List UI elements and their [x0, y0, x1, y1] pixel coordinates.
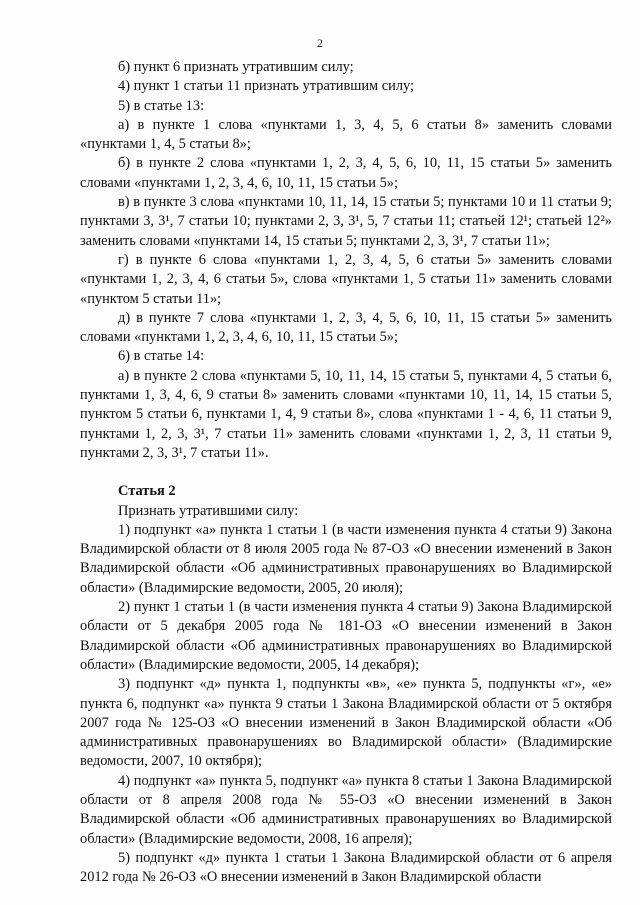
- paragraph: в) в пункте 3 слова «пунктами 10, 11, 14, 15 статьи 5; пунктами 10 и 11 статьи 9; пунктами 3, 3¹, 7 статьи 10; пунктами 2, 3, 3¹, 5, 7 статьи 11; статьей 12¹; статьей 12²» заменить словами «пунктами 14, 15 статьи 5; пунктами 2, 3, 3¹, 7 статьи 11»;: [80, 194, 612, 249]
- paragraph: 4) подпункт «а» пункта 5, подпункт «а» пункта 8 статьи 1 Закона Владимирской области от 8 апреля 2008 года № 55-ОЗ «О внесении изменений в Закон Владимирской области «Об административных правонарушениях во Владимирской области» (Владимирские ведомости, 2008, 16 апреля);: [80, 772, 612, 847]
- paragraph: 1) подпункт «а» пункта 1 статьи 1 (в части изменения пункта 4 статьи 9) Закона Владимирской области от 8 июля 2005 года № 87-ОЗ «О внесении изменений в Закон Владимирской области «Об административных правонарушениях во Владимирской области» (Владимирские ведомости, 2005, 20 июля);: [80, 521, 612, 596]
- paragraph: 6) в статье 14:: [118, 348, 205, 365]
- paragraph: а) в пункте 1 слова «пунктами 1, 3, 4, 5, 6 статьи 8» заменить словами «пунктами 1, 4, 5 статьи 8»;: [80, 116, 612, 153]
- paragraph: Признать утратившими силу:: [118, 502, 299, 519]
- paragraph: 2) пункт 1 статьи 1 (в части изменения пункта 4 статьи 9) Закона Владимирской области от 5 декабря 2005 года № 181-ОЗ «О внесении изменений в Закон Владимирской области «Об административных правонарушениях во Владимирской области» (Владимирские ведомости, 2005, 14 декабря);: [80, 599, 612, 673]
- document-body: [80, 58, 612, 887]
- paragraph: б) в пункте 2 слова «пунктами 1, 2, 3, 4, 5, 6, 10, 11, 15 статьи 5» заменить словами «пунктами 1, 2, 3, 4, 6, 10, 11, 15 статьи 5»;: [80, 155, 612, 191]
- paragraph: д) в пункте 7 слова «пунктами 1, 2, 3, 4, 5, 6, 10, 11, 15 статьи 5» заменить словами «пунктами 1, 2, 3, 4, 6, 10, 11, 15 статьи 5»;: [80, 309, 612, 346]
- article-heading: Статья 2: [118, 483, 176, 500]
- paragraph: а) в пункте 2 слова «пунктами 5, 10, 11, 14, 15 статьи 5, пунктами 4, 5 статьи 6, пунктами 1, 3, 4, 6, 9 статьи 8» заменить словами «пунктами 10, 11, 14, 15 статьи 5, пунктом 5 статьи 6, пунктами 1, 4, 9 статьи 8», слова «пунктами 1 - 4, 6, 11 статьи 9, пунктами 1, 2, 3, 3¹, 7 статьи 11» заменить словами «пунктами 1, 2, 3, 11 статьи 9, пунктами 2, 3, 3¹, 7 статьи 11».: [80, 367, 612, 461]
- page-number: 2: [317, 36, 323, 50]
- paragraph: 5) подпункт «д» пункта 1 статьи 1 Закона Владимирской области от 6 апреля 2012 года № 26-ОЗ «О внесении изменений в Закон Владимирской области: [80, 849, 612, 886]
- paragraph: 4) пункт 1 статьи 11 признать утратившим силу;: [118, 78, 414, 95]
- paragraph: 5) в статье 13:: [118, 97, 205, 114]
- paragraph: г) в пункте 6 слова «пунктами 1, 2, 3, 4, 5, 6 статьи 5» заменить словами «пунктами 1, 2, 3, 4, 6 статьи 5», слова «пунктами 1, 5 статьи 11» заменить словами «пунктом 5 статьи 11»;: [80, 251, 612, 307]
- paragraph: 3) подпункт «д» пункта 1, подпункты «в», «е» пункта 5, подпункты «г», «е» пункта 6, подпункт «а» пункта 9 статьи 1 Закона Владимирской области от 5 октября 2007 года № 125-ОЗ «О внесении изменений в Закон Владимирской области «Об административных правонарушениях во Владимирской области» (Владимирские ведомости, 2007, 10 октября);: [80, 676, 612, 770]
- paragraph: б) пункт 6 признать утратившим силу;: [118, 59, 354, 75]
- section-spacer: [80, 463, 612, 482]
